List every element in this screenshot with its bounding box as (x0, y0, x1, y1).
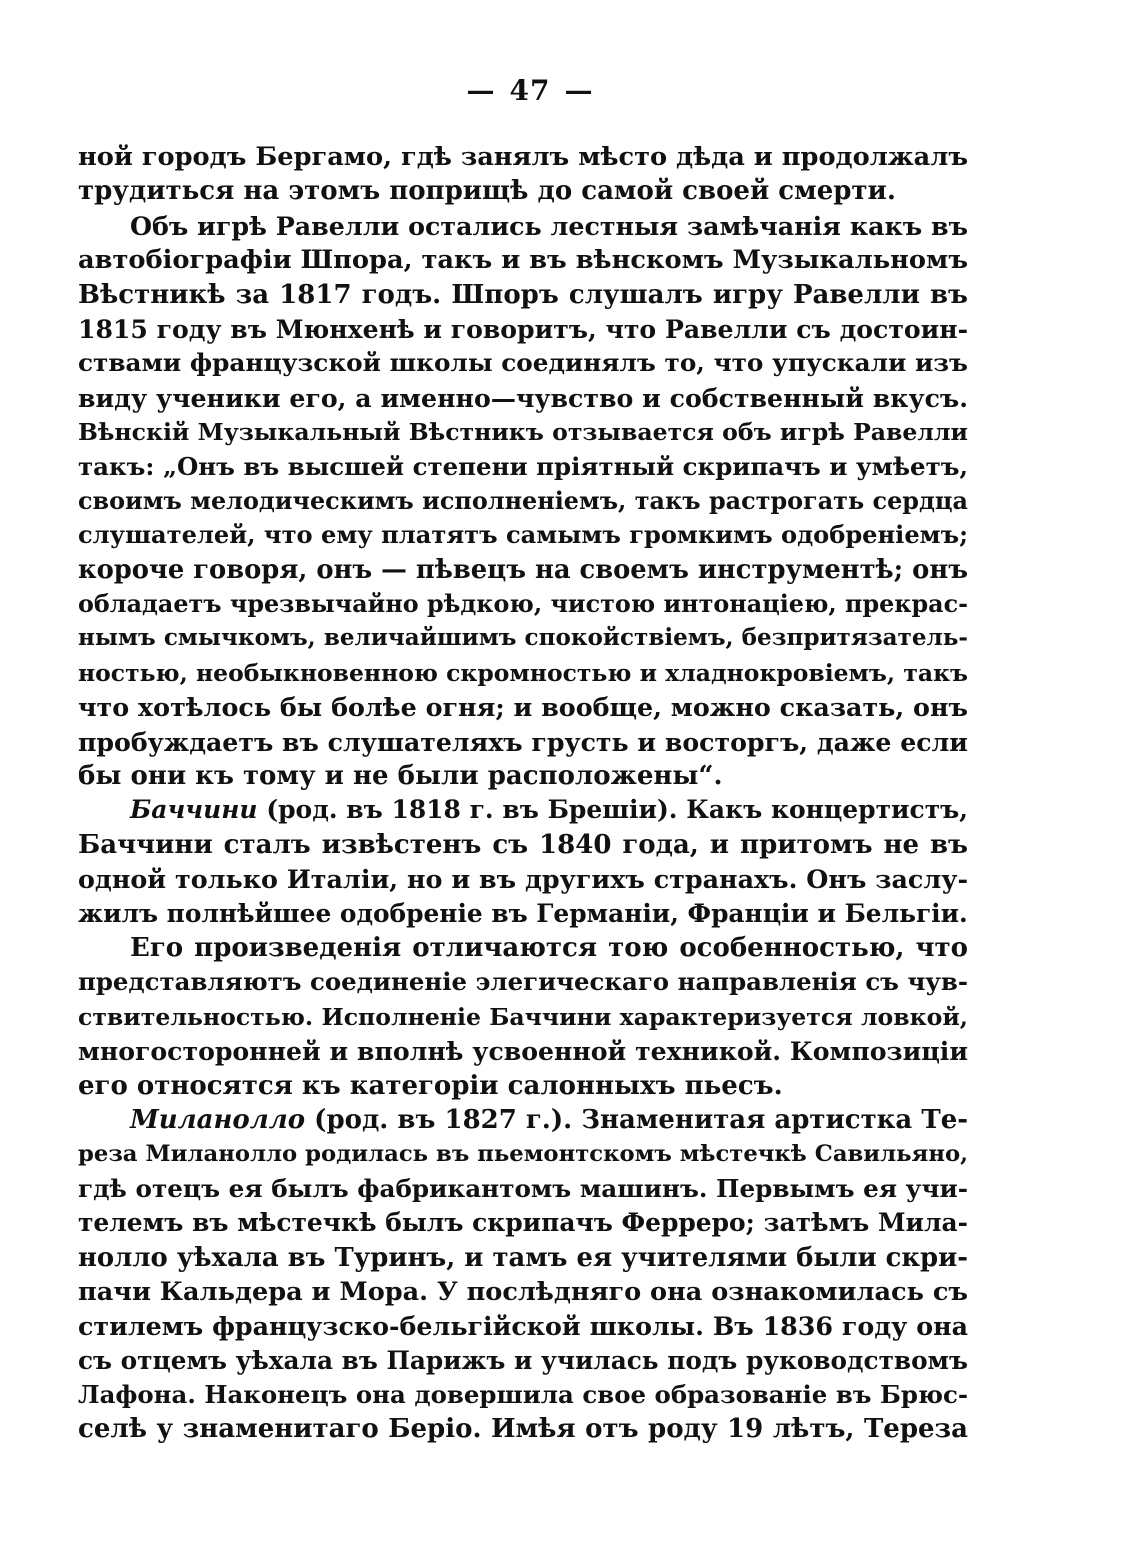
text-line (78, 621, 968, 655)
text-line-content: многосторонней и вполнѣ усвоенной техникой. Композиціи (78, 1036, 968, 1067)
text-line (78, 759, 968, 793)
text-line (78, 931, 968, 965)
text-line-content: гдѣ отецъ ея былъ фабрикантомъ машинъ. Первымъ ея учи- (78, 1173, 968, 1203)
text-line (78, 450, 968, 484)
text-line (78, 278, 968, 312)
text-line-content: виду ученики его, а именно—чувство и собственный вкусъ. (78, 382, 968, 413)
text-line (78, 243, 968, 277)
text-line (78, 793, 968, 827)
text-line-content: селѣ у знаменитаго Беріо. Имѣя отъ роду 19 лѣтъ, Тереза (78, 1414, 968, 1445)
text-line-content: 1815 году въ Мюнхенѣ и говоритъ, что Равелли съ достоин- (78, 313, 968, 344)
text-line-content: автобіографіи Шпора, такъ и въ вѣнскомъ Музыкальномъ (78, 245, 968, 276)
text-line-content: Вѣнскій Музыкальный Вѣстникъ отзывается объ игрѣ Равелли (78, 418, 968, 447)
text-line-content: бы они къ тому и не были расположены“. (78, 761, 723, 792)
text-line-content: пробуждаетъ въ слушателяхъ грусть и восторгъ, даже если (78, 726, 968, 757)
text-line (78, 140, 968, 174)
body-text (78, 140, 968, 1447)
text-line (78, 209, 968, 243)
page-number-value: 47 (509, 74, 551, 107)
text-line (78, 1069, 968, 1103)
text-line-content: ной городъ Бергамо, гдѣ занялъ мѣсто дѣда и продолжалъ (78, 142, 968, 172)
text-line (78, 1309, 968, 1343)
text-line-content: стилемъ французско-бельгійской школы. Въ 1836 году она (78, 1311, 968, 1342)
italic-name: Баччини (130, 795, 258, 825)
text-line (78, 381, 968, 415)
text-line (78, 862, 968, 896)
text-line (78, 1137, 968, 1171)
text-line (78, 1412, 968, 1446)
text-line-content: съ отцемъ уѣхала въ Парижъ и училась подъ руководствомъ (78, 1345, 968, 1375)
text-line (78, 656, 968, 690)
text-line-content: Вѣстникѣ за 1817 годъ. Шпоръ слушалъ игру Равелли въ (78, 279, 968, 310)
text-line-content: Его произведенія отличаются тою особенностью, что (130, 932, 968, 963)
text-line-content: Баччини сталъ извѣстенъ съ 1840 года, и притомъ не въ (78, 829, 968, 860)
text-line (78, 1206, 968, 1240)
text-line (78, 1000, 968, 1034)
text-line-content: ствительностью. Исполненіе Баччини характеризуется ловкой, (78, 1002, 968, 1031)
text-line (78, 174, 968, 208)
text-line-content: своимъ мелодическимъ исполненіемъ, такъ растрогать сердца (78, 486, 968, 515)
text-line (78, 484, 968, 518)
text-line-content: трудиться на этомъ поприщѣ до самой своей смерти. (78, 176, 896, 207)
text-line (78, 1172, 968, 1206)
text-line (78, 965, 968, 999)
text-line (78, 587, 968, 621)
text-line-content: жилъ полнѣйшее одобреніе въ Германіи, Франціи и Бельгіи. (78, 898, 968, 928)
text-line (78, 897, 968, 931)
text-line-content: что хотѣлось бы болѣе огня; и вообще, можно сказать, онъ (78, 692, 968, 723)
text-line (78, 828, 968, 862)
text-line-content: ностью, необыкновенною скромностью и хладнокровіемъ, такъ (78, 658, 968, 687)
text-line-content: пачи Кальдера и Мора. У послѣдняго она ознакомилась съ (78, 1276, 968, 1307)
text-line (78, 415, 968, 449)
text-line-content: телемъ въ мѣстечкѣ былъ скрипачъ Ферреро; затѣмъ Мила- (78, 1208, 968, 1238)
text-line-content: короче говоря, онъ — пѣвецъ на своемъ инструментѣ; онъ (78, 554, 968, 585)
text-line-content: такъ: „Онъ въ высшей степени пріятный скрипачъ и умѣетъ, (78, 451, 968, 481)
text-line-content: (род. въ 1818 г. въ Брешіи). Какъ концертистъ, (257, 795, 968, 825)
text-line-content: Лафона. Наконецъ она довершила свое образованіе въ Брюс- (78, 1380, 968, 1410)
page-number-dash-left: — (466, 74, 496, 107)
text-line-content: реза Миланолло родилась въ пьемонтскомъ мѣстечкѣ Савильяно, (78, 1141, 968, 1168)
text-line (78, 312, 968, 346)
text-line (78, 553, 968, 587)
text-line (78, 1034, 968, 1068)
text-line (78, 1241, 968, 1275)
page-number (0, 74, 1060, 107)
text-line-content: его относятся къ категоріи салонныхъ пьесъ. (78, 1070, 783, 1101)
text-line (78, 690, 968, 724)
text-line-content: ствами французской школы соединялъ то, что упускали изъ (78, 348, 968, 378)
text-line (78, 1378, 968, 1412)
italic-name: Миланолло (130, 1104, 306, 1135)
text-line-content: слушателей, что ему платятъ самымъ громкимъ одобреніемъ; (78, 520, 968, 550)
text-line-content: одной только Италіи, но и въ другихъ странахъ. Онъ заслу- (78, 864, 968, 895)
text-line (78, 1344, 968, 1378)
text-line-content: (род. въ 1827 г.). Знаменитая артистка Те- (305, 1104, 968, 1135)
text-line-content: представляютъ соединеніе элегическаго направленія съ чув- (78, 967, 968, 997)
text-line-content: обладаетъ чрезвычайно рѣдкою, чистою интонаціею, прекрас- (78, 590, 968, 619)
text-line-content: нолло уѣхала въ Туринъ, и тамъ ея учителями были скри- (78, 1242, 968, 1273)
text-line (78, 346, 968, 380)
page-number-dash-right: — (564, 74, 594, 107)
text-line (78, 725, 968, 759)
text-line (78, 1103, 968, 1137)
text-line-content: нымъ смычкомъ, величайшимъ спокойствіемъ, безпритязатель- (78, 624, 968, 652)
text-line (78, 1275, 968, 1309)
text-line-content: Объ игрѣ Равелли остались лестныя замѣчанія какъ въ (130, 210, 968, 241)
text-line (78, 518, 968, 552)
